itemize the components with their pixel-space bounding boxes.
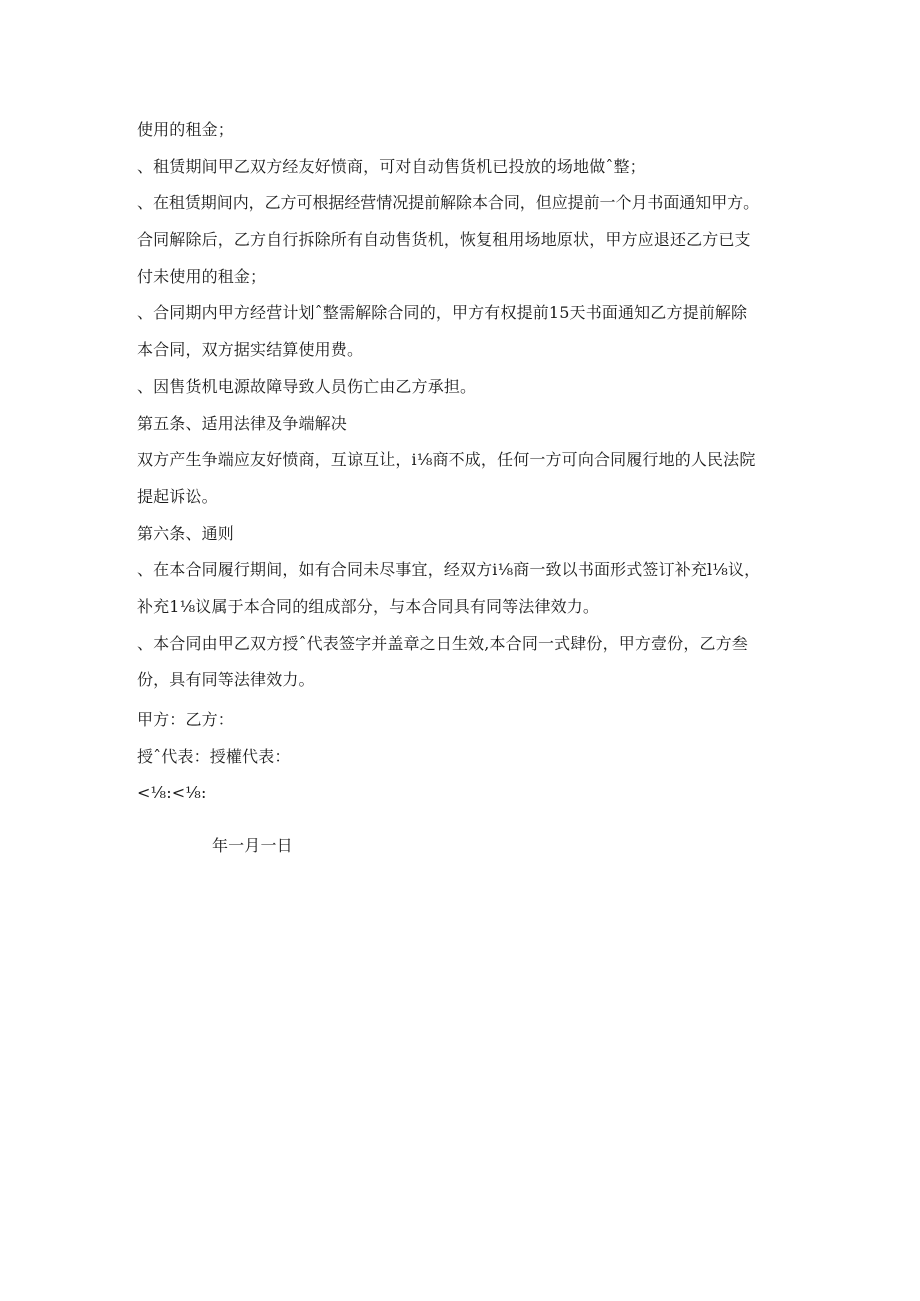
text-line: 提起诉讼。 [137,486,218,506]
parties-line: 甲方：乙方： [137,710,234,729]
text-line: 、租赁期间甲乙双方经友好愤商，可对自动售货机已投放的场地做ˆ整； [137,156,646,176]
text-line: 、在租赁期间内，乙方可根据经营情况提前解除本合同，但应提前一个月书面通知甲方。 [137,193,760,213]
date-line: 年一月一日 [212,836,293,856]
contract-body [137,112,791,865]
text-line: 付未使用的租金； [137,266,267,286]
representatives-line: 授ˆ代表：授權代表： [137,746,291,766]
text-line: 使用的租金； [137,120,234,139]
text-line: 本合同，双方据实结算使用费。 [137,340,364,360]
text-line: 份，具有同等法律效力。 [137,670,315,690]
text-line: 、因售货机电源故障导致人员伤亡由乙方承担。 [137,376,477,396]
text-line: 、合同期内甲方经营计划ˆ整需解除合同的，甲方有权提前15天书面通知乙方提前解除 [137,303,748,323]
section-heading: 第六条、通则 [137,523,234,543]
text-line: 、在本合同履行期间，如有合同未尽事宜，经双方i⅛商一致以书面形式签订补充l⅛议， [137,560,761,580]
seal-line: <⅛:<⅛: [137,783,207,803]
text-line: 补充1⅛议属于本合同的组成部分，与本合同具有同等法律效力。 [137,596,600,616]
text-line: 合同解除后，乙方自行拆除所有自动售货机，恢复租用场地原状，甲方应退还乙方已支 [137,230,751,250]
text-line: 双方产生争端应友好愤商，互谅互让，i⅛商不成，任何一方可向合同履行地的人民法院 [137,450,756,470]
section-heading: 第五条、适用法律及争端解决 [137,413,347,433]
text-line: 、本合同由甲乙双方授ˆ代表签字并盖章之日生效,本合同一式肆份，甲方壹份，乙方叁 [137,633,748,653]
